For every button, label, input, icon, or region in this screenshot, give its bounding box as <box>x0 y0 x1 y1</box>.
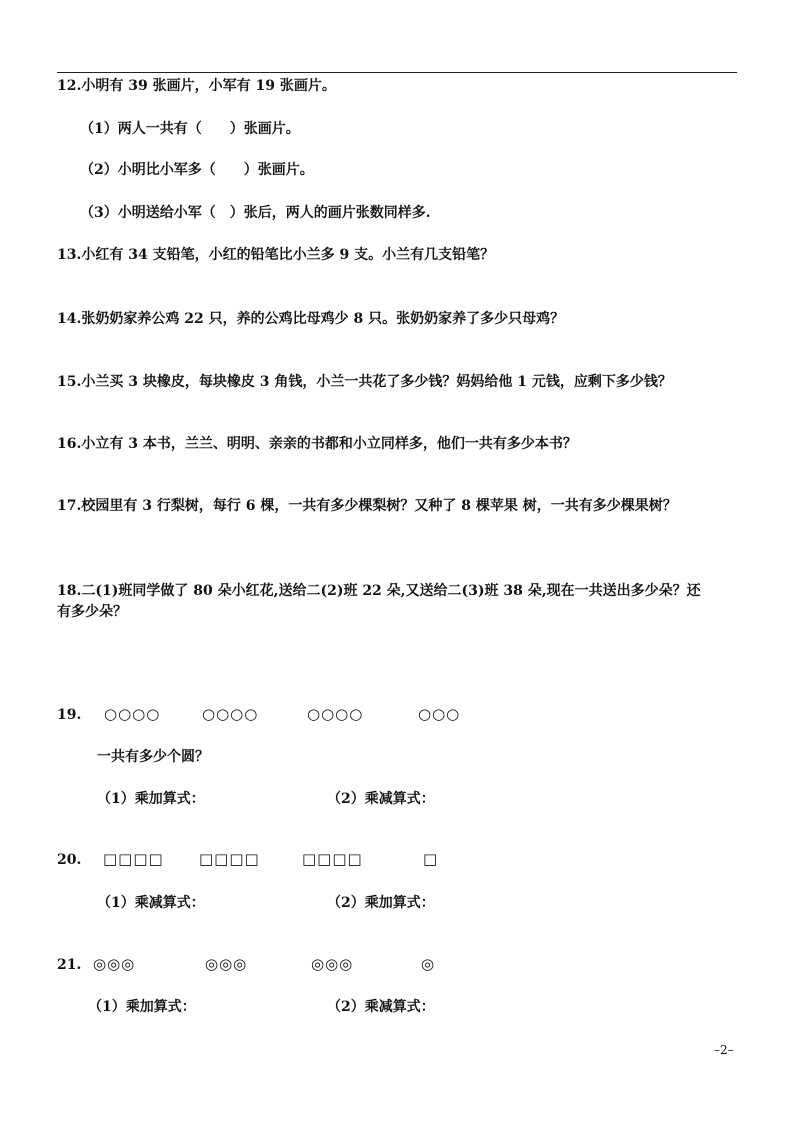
header-rule <box>57 72 737 73</box>
q19-circle-group-1: ○○○○ <box>104 705 161 723</box>
q17-text: 17.校园里有 3 行梨树，每行 6 棵，一共有多少棵梨树？又种了 8 棵苹果 树，一共有多少棵果树？ <box>57 498 677 514</box>
q20-part2: （2）乘加算式： <box>327 895 435 911</box>
q16-text: 16.小立有 3 本书，兰兰、明明、亲亲的书都和小立同样多，他们一共有多少本书？ <box>57 436 577 452</box>
q20-square-group-4: □ <box>423 850 439 868</box>
q21-ring-group-2: ◎◎◎ <box>205 955 248 973</box>
q13-text: 13.小红有 34 支铅笔，小红的铅笔比小兰多 9 支。小兰有几支铅笔？ <box>57 247 495 263</box>
q21-ring-group-4: ◎ <box>421 955 436 973</box>
q19-part1: （1）乘加算式： <box>97 791 205 807</box>
q20-square-group-3: □□□□ <box>302 850 363 868</box>
q19-circle-group-3: ○○○○ <box>307 705 364 723</box>
q19-circle-group-4: ○○○ <box>418 705 461 723</box>
q18-line2: 有多少朵？ <box>57 604 127 620</box>
q12-stem: 12.小明有 39 张画片，小军有 19 张画片。 <box>57 78 336 94</box>
q19-question: 一共有多少个圆？ <box>97 749 209 765</box>
q12-part3: （3）小明送给小军（ ）张后，两人的画片张数同样多. <box>80 205 431 221</box>
q21-part2: （2）乘减算式： <box>327 999 435 1015</box>
q20-square-group-2: □□□□ <box>199 850 260 868</box>
q21-number: 21. <box>57 957 82 973</box>
q20-square-group-1: □□□□ <box>103 850 164 868</box>
q21-ring-group-1: ◎◎◎ <box>93 955 136 973</box>
page-number: –2– <box>714 1043 734 1057</box>
q19-number: 19. <box>57 707 82 723</box>
q21-ring-group-3: ◎◎◎ <box>311 955 354 973</box>
q19-circle-group-2: ○○○○ <box>202 705 259 723</box>
q15-text: 15.小兰买 3 块橡皮，每块橡皮 3 角钱，小兰一共花了多少钱？妈妈给他 1 元钱，应剩下多少钱？ <box>57 374 672 390</box>
q12-part1: （1）两人一共有（ ）张画片。 <box>80 121 300 137</box>
q19-part2: （2）乘减算式： <box>327 791 435 807</box>
q14-text: 14.张奶奶家养公鸡 22 只，养的公鸡比母鸡少 8 只。张奶奶家养了多少只母鸡？ <box>57 311 565 327</box>
q20-part1: （1）乘减算式： <box>97 895 205 911</box>
q21-part1: （1）乘加算式： <box>88 999 196 1015</box>
q12-part2: （2）小明比小军多（ ）张画片。 <box>80 162 314 178</box>
q20-number: 20. <box>57 852 82 868</box>
q18-line1: 18.二(1)班同学做了 80 朵小红花,送给二(2)班 22 朵,又送给二(3)班 38 朵,现在一共送出多少朵？还 <box>57 583 701 599</box>
